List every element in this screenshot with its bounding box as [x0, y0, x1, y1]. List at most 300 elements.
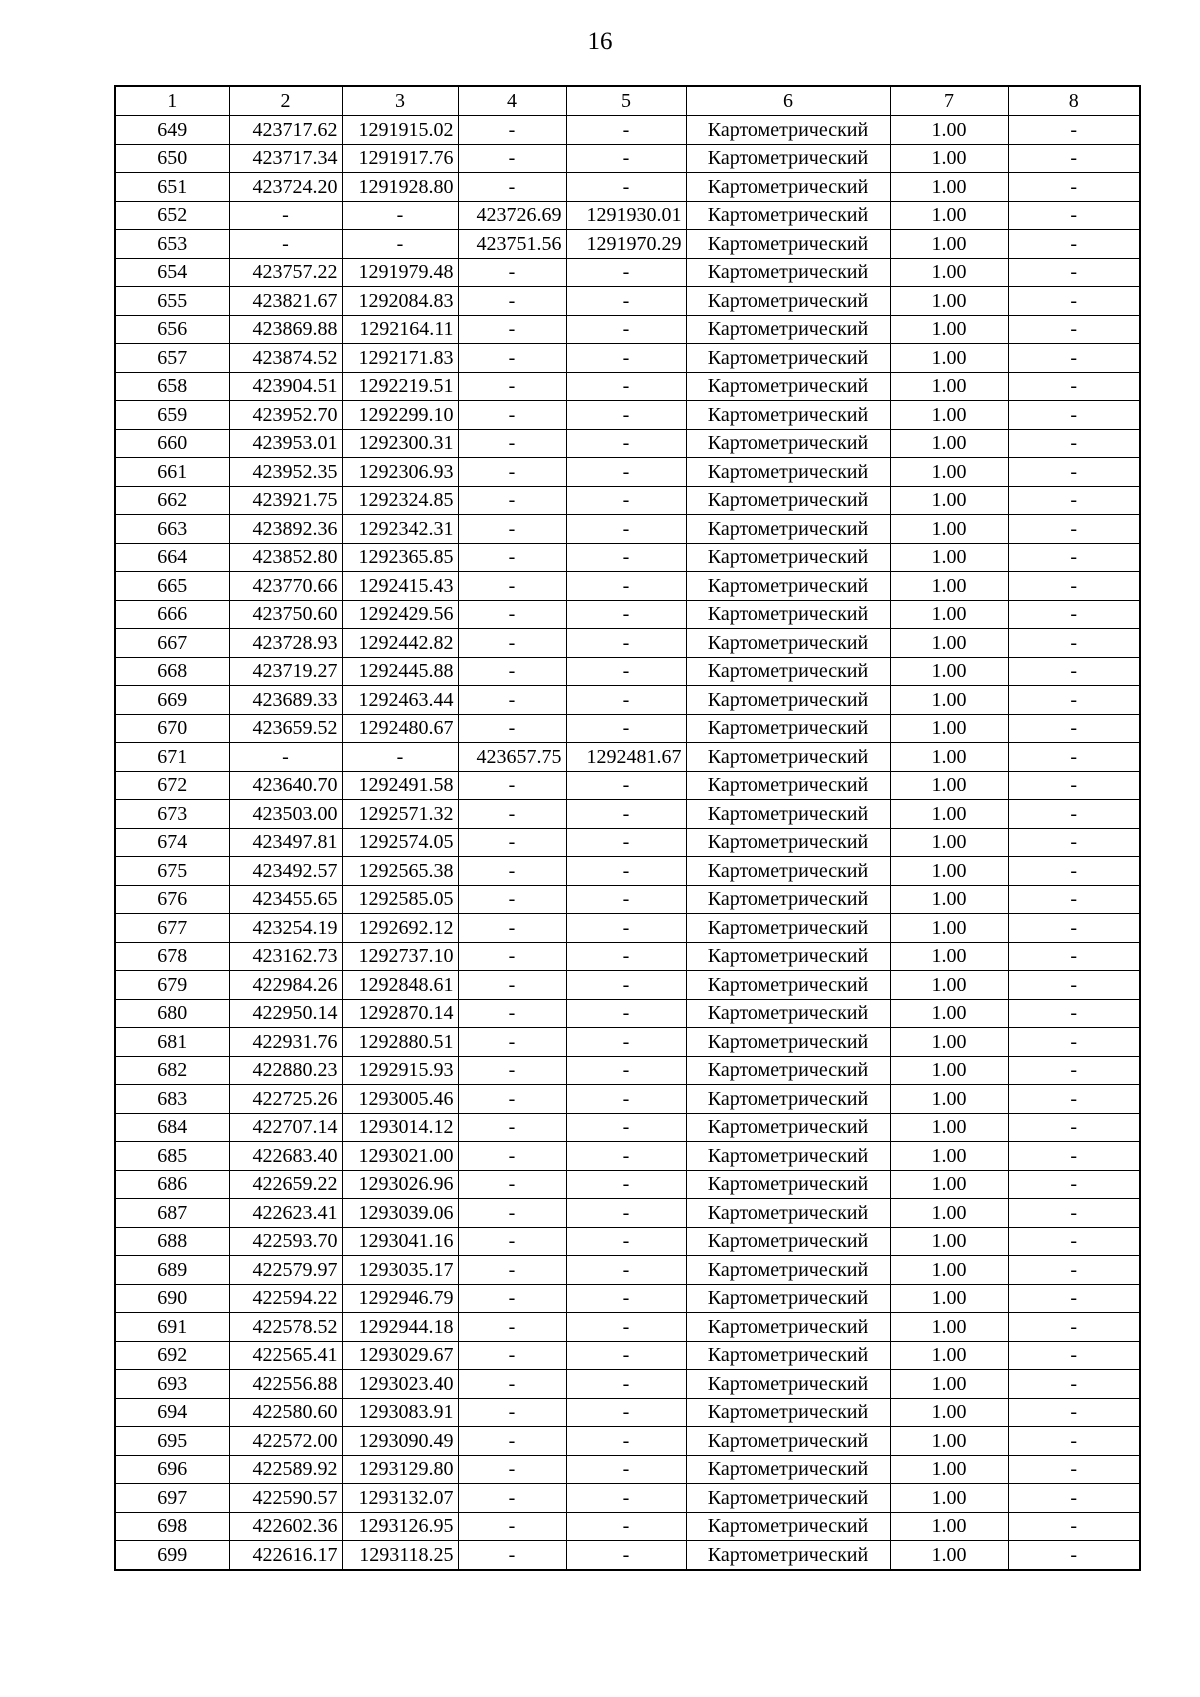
y-existing-cell: 1292300.31 — [342, 429, 458, 458]
table-row — [115, 486, 1140, 515]
x-new-cell: - — [458, 344, 566, 373]
table-row — [115, 1512, 1140, 1541]
method-cell: Картометрический — [686, 857, 890, 886]
x-new-cell: - — [458, 629, 566, 658]
accuracy-cell: 1.00 — [890, 1398, 1008, 1427]
point-number-cell: 681 — [115, 1028, 229, 1057]
method-cell: Картометрический — [686, 515, 890, 544]
accuracy-cell: 1.00 — [890, 116, 1008, 145]
table-row — [115, 401, 1140, 430]
method-cell: Картометрический — [686, 657, 890, 686]
table-row — [115, 1484, 1140, 1513]
point-number-cell: 650 — [115, 144, 229, 173]
point-number-cell: 651 — [115, 173, 229, 202]
x-new-cell: - — [458, 572, 566, 601]
x-new-cell: - — [458, 1398, 566, 1427]
note-cell: - — [1008, 800, 1140, 829]
y-existing-cell: 1293014.12 — [342, 1113, 458, 1142]
method-cell: Картометрический — [686, 173, 890, 202]
point-number-cell: 693 — [115, 1370, 229, 1399]
table-row — [115, 999, 1140, 1028]
note-cell: - — [1008, 828, 1140, 857]
y-new-cell: - — [566, 629, 686, 658]
y-new-cell: 1291970.29 — [566, 230, 686, 259]
y-new-cell: - — [566, 942, 686, 971]
accuracy-cell: 1.00 — [890, 458, 1008, 487]
y-new-cell: - — [566, 173, 686, 202]
point-number-cell: 674 — [115, 828, 229, 857]
y-existing-cell: 1292737.10 — [342, 942, 458, 971]
table-row — [115, 1227, 1140, 1256]
x-new-cell: - — [458, 1284, 566, 1313]
x-new-cell: - — [458, 686, 566, 715]
accuracy-cell: 1.00 — [890, 1370, 1008, 1399]
y-existing-cell: 1292565.38 — [342, 857, 458, 886]
accuracy-cell: 1.00 — [890, 1313, 1008, 1342]
x-existing-cell: 422659.22 — [229, 1170, 342, 1199]
y-new-cell: - — [566, 828, 686, 857]
x-existing-cell: 422589.92 — [229, 1455, 342, 1484]
column-header: 7 — [890, 86, 1008, 116]
table-row — [115, 1085, 1140, 1114]
x-new-cell: - — [458, 429, 566, 458]
y-existing-cell: - — [342, 201, 458, 230]
table-row — [115, 1199, 1140, 1228]
x-existing-cell: 423719.27 — [229, 657, 342, 686]
note-cell: - — [1008, 287, 1140, 316]
method-cell: Картометрический — [686, 942, 890, 971]
accuracy-cell: 1.00 — [890, 1455, 1008, 1484]
accuracy-cell: 1.00 — [890, 429, 1008, 458]
method-cell: Картометрический — [686, 1370, 890, 1399]
y-new-cell: - — [566, 1341, 686, 1370]
note-cell: - — [1008, 201, 1140, 230]
point-number-cell: 696 — [115, 1455, 229, 1484]
point-number-cell: 661 — [115, 458, 229, 487]
y-existing-cell: 1292480.67 — [342, 714, 458, 743]
note-cell: - — [1008, 629, 1140, 658]
accuracy-cell: 1.00 — [890, 686, 1008, 715]
y-existing-cell: 1292574.05 — [342, 828, 458, 857]
accuracy-cell: 1.00 — [890, 515, 1008, 544]
method-cell: Картометрический — [686, 1284, 890, 1313]
method-cell: Картометрический — [686, 1427, 890, 1456]
y-existing-cell: 1292342.31 — [342, 515, 458, 544]
y-existing-cell: 1292946.79 — [342, 1284, 458, 1313]
x-new-cell: - — [458, 1142, 566, 1171]
method-cell: Картометрический — [686, 686, 890, 715]
point-number-cell: 656 — [115, 315, 229, 344]
method-cell: Картометрический — [686, 885, 890, 914]
x-existing-cell: 422616.17 — [229, 1541, 342, 1570]
method-cell: Картометрический — [686, 1256, 890, 1285]
x-existing-cell: 423869.88 — [229, 315, 342, 344]
y-existing-cell: - — [342, 230, 458, 259]
note-cell: - — [1008, 1142, 1140, 1171]
note-cell: - — [1008, 1427, 1140, 1456]
y-existing-cell: 1291917.76 — [342, 144, 458, 173]
point-number-cell: 692 — [115, 1341, 229, 1370]
point-number-cell: 680 — [115, 999, 229, 1028]
x-existing-cell: 423921.75 — [229, 486, 342, 515]
point-number-cell: 665 — [115, 572, 229, 601]
y-existing-cell: 1292164.11 — [342, 315, 458, 344]
note-cell: - — [1008, 1284, 1140, 1313]
y-new-cell: - — [566, 714, 686, 743]
x-new-cell: - — [458, 543, 566, 572]
method-cell: Картометрический — [686, 258, 890, 287]
column-header: 3 — [342, 86, 458, 116]
note-cell: - — [1008, 144, 1140, 173]
y-new-cell: - — [566, 1398, 686, 1427]
x-existing-cell: 422725.26 — [229, 1085, 342, 1114]
y-new-cell: - — [566, 1199, 686, 1228]
y-new-cell: - — [566, 885, 686, 914]
table-row — [115, 1142, 1140, 1171]
y-new-cell: - — [566, 600, 686, 629]
x-new-cell: - — [458, 1455, 566, 1484]
method-cell: Картометрический — [686, 1113, 890, 1142]
accuracy-cell: 1.00 — [890, 914, 1008, 943]
point-number-cell: 653 — [115, 230, 229, 259]
x-new-cell: - — [458, 144, 566, 173]
point-number-cell: 697 — [115, 1484, 229, 1513]
y-new-cell: - — [566, 1028, 686, 1057]
point-number-cell: 678 — [115, 942, 229, 971]
point-number-cell: 682 — [115, 1056, 229, 1085]
y-existing-cell: 1293023.40 — [342, 1370, 458, 1399]
method-cell: Картометрический — [686, 1484, 890, 1513]
accuracy-cell: 1.00 — [890, 144, 1008, 173]
accuracy-cell: 1.00 — [890, 1170, 1008, 1199]
y-new-cell: - — [566, 914, 686, 943]
table-row — [115, 515, 1140, 544]
y-new-cell: - — [566, 1284, 686, 1313]
note-cell: - — [1008, 572, 1140, 601]
x-new-cell: 423657.75 — [458, 743, 566, 772]
column-header: 8 — [1008, 86, 1140, 116]
y-existing-cell: 1293090.49 — [342, 1427, 458, 1456]
point-number-cell: 662 — [115, 486, 229, 515]
x-new-cell: - — [458, 458, 566, 487]
x-new-cell: - — [458, 1256, 566, 1285]
accuracy-cell: 1.00 — [890, 344, 1008, 373]
x-existing-cell: 423952.35 — [229, 458, 342, 487]
x-new-cell: - — [458, 315, 566, 344]
accuracy-cell: 1.00 — [890, 743, 1008, 772]
y-new-cell: - — [566, 771, 686, 800]
method-cell: Картометрический — [686, 116, 890, 145]
table-row — [115, 1056, 1140, 1085]
y-existing-cell: 1292442.82 — [342, 629, 458, 658]
x-existing-cell: 423689.33 — [229, 686, 342, 715]
note-cell: - — [1008, 116, 1140, 145]
y-existing-cell: 1293035.17 — [342, 1256, 458, 1285]
point-number-cell: 698 — [115, 1512, 229, 1541]
x-new-cell: - — [458, 914, 566, 943]
x-existing-cell: 423162.73 — [229, 942, 342, 971]
accuracy-cell: 1.00 — [890, 971, 1008, 1000]
y-existing-cell: 1293026.96 — [342, 1170, 458, 1199]
method-cell: Картометрический — [686, 1455, 890, 1484]
method-cell: Картометрический — [686, 971, 890, 1000]
note-cell: - — [1008, 885, 1140, 914]
y-new-cell: - — [566, 1512, 686, 1541]
y-new-cell: - — [566, 287, 686, 316]
accuracy-cell: 1.00 — [890, 1085, 1008, 1114]
accuracy-cell: 1.00 — [890, 771, 1008, 800]
accuracy-cell: 1.00 — [890, 372, 1008, 401]
accuracy-cell: 1.00 — [890, 600, 1008, 629]
table-row — [115, 287, 1140, 316]
x-existing-cell: 422623.41 — [229, 1199, 342, 1228]
y-existing-cell: 1292429.56 — [342, 600, 458, 629]
y-new-cell: - — [566, 1256, 686, 1285]
x-existing-cell: 422593.70 — [229, 1227, 342, 1256]
point-number-cell: 670 — [115, 714, 229, 743]
accuracy-cell: 1.00 — [890, 173, 1008, 202]
x-new-cell: - — [458, 657, 566, 686]
point-number-cell: 694 — [115, 1398, 229, 1427]
x-existing-cell: 422950.14 — [229, 999, 342, 1028]
note-cell: - — [1008, 1313, 1140, 1342]
point-number-cell: 691 — [115, 1313, 229, 1342]
point-number-cell: 699 — [115, 1541, 229, 1570]
point-number-cell: 668 — [115, 657, 229, 686]
point-number-cell: 686 — [115, 1170, 229, 1199]
x-new-cell: - — [458, 116, 566, 145]
x-existing-cell: 423770.66 — [229, 572, 342, 601]
table-row — [115, 657, 1140, 686]
x-new-cell: - — [458, 942, 566, 971]
x-new-cell: - — [458, 1541, 566, 1570]
method-cell: Картометрический — [686, 1056, 890, 1085]
method-cell: Картометрический — [686, 714, 890, 743]
point-number-cell: 685 — [115, 1142, 229, 1171]
x-new-cell: - — [458, 1170, 566, 1199]
x-existing-cell: 423728.93 — [229, 629, 342, 658]
x-new-cell: - — [458, 885, 566, 914]
x-existing-cell: 422984.26 — [229, 971, 342, 1000]
y-new-cell: - — [566, 1313, 686, 1342]
x-existing-cell: - — [229, 230, 342, 259]
y-new-cell: - — [566, 1085, 686, 1114]
method-cell: Картометрический — [686, 914, 890, 943]
table-row — [115, 629, 1140, 658]
x-existing-cell: 422602.36 — [229, 1512, 342, 1541]
y-existing-cell: 1292365.85 — [342, 543, 458, 572]
note-cell: - — [1008, 999, 1140, 1028]
x-existing-cell: 423492.57 — [229, 857, 342, 886]
method-cell: Картометрический — [686, 144, 890, 173]
accuracy-cell: 1.00 — [890, 714, 1008, 743]
point-number-cell: 654 — [115, 258, 229, 287]
y-new-cell: - — [566, 116, 686, 145]
x-new-cell: - — [458, 372, 566, 401]
y-new-cell: - — [566, 429, 686, 458]
x-new-cell: - — [458, 1370, 566, 1399]
table-row — [115, 258, 1140, 287]
table-row — [115, 1028, 1140, 1057]
accuracy-cell: 1.00 — [890, 1028, 1008, 1057]
y-existing-cell: 1293039.06 — [342, 1199, 458, 1228]
y-new-cell: 1291930.01 — [566, 201, 686, 230]
point-number-cell: 679 — [115, 971, 229, 1000]
note-cell: - — [1008, 258, 1140, 287]
x-existing-cell: 423952.70 — [229, 401, 342, 430]
table-row — [115, 686, 1140, 715]
accuracy-cell: 1.00 — [890, 1199, 1008, 1228]
table-row — [115, 1313, 1140, 1342]
x-new-cell: - — [458, 1199, 566, 1228]
y-existing-cell: 1292219.51 — [342, 372, 458, 401]
accuracy-cell: 1.00 — [890, 201, 1008, 230]
note-cell: - — [1008, 458, 1140, 487]
x-new-cell: - — [458, 401, 566, 430]
note-cell: - — [1008, 657, 1140, 686]
y-new-cell: - — [566, 1427, 686, 1456]
y-new-cell: - — [566, 1113, 686, 1142]
table-row — [115, 458, 1140, 487]
accuracy-cell: 1.00 — [890, 828, 1008, 857]
note-cell: - — [1008, 429, 1140, 458]
y-existing-cell: 1291915.02 — [342, 116, 458, 145]
point-number-cell: 657 — [115, 344, 229, 373]
point-number-cell: 664 — [115, 543, 229, 572]
method-cell: Картометрический — [686, 743, 890, 772]
x-existing-cell: - — [229, 201, 342, 230]
x-existing-cell: 423953.01 — [229, 429, 342, 458]
column-header: 2 — [229, 86, 342, 116]
point-number-cell: 663 — [115, 515, 229, 544]
accuracy-cell: 1.00 — [890, 1142, 1008, 1171]
table-row — [115, 315, 1140, 344]
x-new-cell: - — [458, 287, 566, 316]
x-new-cell: - — [458, 1056, 566, 1085]
y-new-cell: - — [566, 344, 686, 373]
y-existing-cell: 1292491.58 — [342, 771, 458, 800]
y-new-cell: - — [566, 999, 686, 1028]
table-row — [115, 971, 1140, 1000]
y-existing-cell: 1292915.93 — [342, 1056, 458, 1085]
table-row — [115, 942, 1140, 971]
note-cell: - — [1008, 1227, 1140, 1256]
accuracy-cell: 1.00 — [890, 1341, 1008, 1370]
y-existing-cell: 1292870.14 — [342, 999, 458, 1028]
method-cell: Картометрический — [686, 800, 890, 829]
x-new-cell: - — [458, 1512, 566, 1541]
note-cell: - — [1008, 543, 1140, 572]
table-row — [115, 600, 1140, 629]
table-row — [115, 800, 1140, 829]
x-existing-cell: 422578.52 — [229, 1313, 342, 1342]
point-number-cell: 666 — [115, 600, 229, 629]
x-existing-cell: 422580.60 — [229, 1398, 342, 1427]
table-row — [115, 1256, 1140, 1285]
x-existing-cell: 423821.67 — [229, 287, 342, 316]
table-row — [115, 714, 1140, 743]
point-number-cell: 688 — [115, 1227, 229, 1256]
note-cell: - — [1008, 743, 1140, 772]
x-existing-cell: 422565.41 — [229, 1341, 342, 1370]
y-new-cell: - — [566, 971, 686, 1000]
note-cell: - — [1008, 1541, 1140, 1570]
table-row — [115, 429, 1140, 458]
table-row — [115, 1341, 1140, 1370]
point-number-cell: 695 — [115, 1427, 229, 1456]
x-new-cell: 423726.69 — [458, 201, 566, 230]
x-existing-cell: 423717.34 — [229, 144, 342, 173]
point-number-cell: 675 — [115, 857, 229, 886]
accuracy-cell: 1.00 — [890, 1512, 1008, 1541]
y-new-cell: - — [566, 1484, 686, 1513]
note-cell: - — [1008, 315, 1140, 344]
point-number-cell: 683 — [115, 1085, 229, 1114]
method-cell: Картометрический — [686, 372, 890, 401]
x-new-cell: - — [458, 1341, 566, 1370]
x-existing-cell: 422707.14 — [229, 1113, 342, 1142]
point-number-cell: 684 — [115, 1113, 229, 1142]
note-cell: - — [1008, 714, 1140, 743]
note-cell: - — [1008, 971, 1140, 1000]
table-row — [115, 771, 1140, 800]
y-new-cell: - — [566, 401, 686, 430]
table-row — [115, 1398, 1140, 1427]
table-row — [115, 201, 1140, 230]
x-new-cell: - — [458, 486, 566, 515]
note-cell: - — [1008, 230, 1140, 259]
table-row — [115, 1284, 1140, 1313]
x-existing-cell: 423717.62 — [229, 116, 342, 145]
note-cell: - — [1008, 1085, 1140, 1114]
x-existing-cell: 423640.70 — [229, 771, 342, 800]
y-new-cell: 1292481.67 — [566, 743, 686, 772]
x-new-cell: - — [458, 857, 566, 886]
x-new-cell: - — [458, 800, 566, 829]
note-cell: - — [1008, 401, 1140, 430]
method-cell: Картометрический — [686, 1028, 890, 1057]
x-existing-cell: 423750.60 — [229, 600, 342, 629]
table-row — [115, 144, 1140, 173]
accuracy-cell: 1.00 — [890, 1427, 1008, 1456]
point-number-cell: 690 — [115, 1284, 229, 1313]
x-new-cell: - — [458, 515, 566, 544]
x-existing-cell: 423724.20 — [229, 173, 342, 202]
point-number-cell: 671 — [115, 743, 229, 772]
y-existing-cell: 1292692.12 — [342, 914, 458, 943]
y-existing-cell: 1291928.80 — [342, 173, 458, 202]
x-new-cell: - — [458, 258, 566, 287]
x-existing-cell: 422880.23 — [229, 1056, 342, 1085]
point-number-cell: 649 — [115, 116, 229, 145]
point-number-cell: 660 — [115, 429, 229, 458]
y-existing-cell: 1292571.32 — [342, 800, 458, 829]
table-row — [115, 572, 1140, 601]
table-row — [115, 543, 1140, 572]
y-existing-cell: 1293083.91 — [342, 1398, 458, 1427]
note-cell: - — [1008, 1455, 1140, 1484]
y-existing-cell: 1292299.10 — [342, 401, 458, 430]
y-new-cell: - — [566, 1370, 686, 1399]
method-cell: Картометрический — [686, 1085, 890, 1114]
table-row — [115, 1370, 1140, 1399]
y-existing-cell: - — [342, 743, 458, 772]
method-cell: Картометрический — [686, 287, 890, 316]
method-cell: Картометрический — [686, 1170, 890, 1199]
table-row — [115, 1170, 1140, 1199]
note-cell: - — [1008, 857, 1140, 886]
table-row — [115, 857, 1140, 886]
